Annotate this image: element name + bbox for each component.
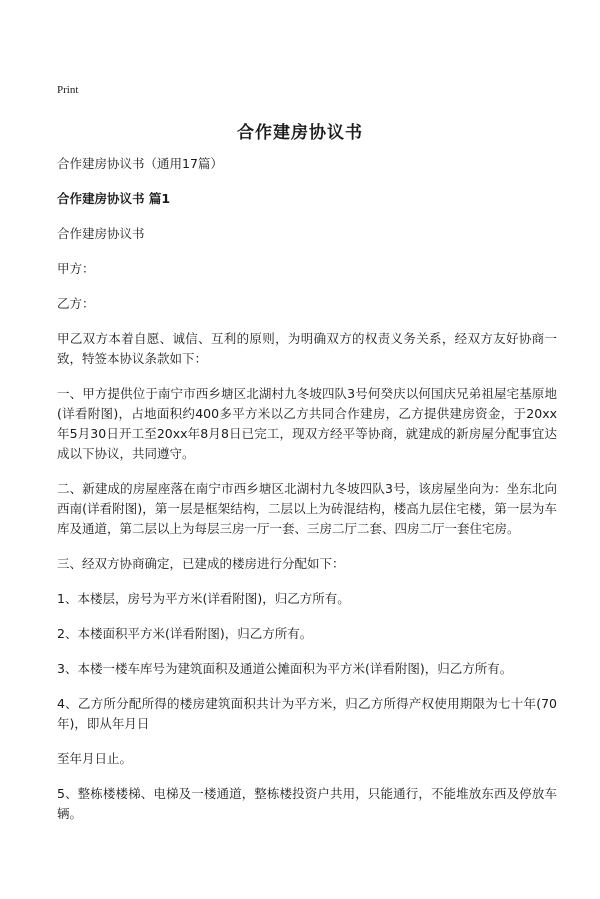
paragraph-item-1: 1、本楼层，房号为平方米(详看附图)，归乙方所有。 bbox=[57, 591, 350, 606]
paragraph-item-5: 5、整栋楼楼梯、电梯及一楼通道，整栋楼投资户共用，只能通行，不能堆放东西及停放车辆。 bbox=[57, 786, 557, 821]
paragraph-clause-3: 三、经双方协商确定，已建成的楼房进行分配如下： bbox=[57, 556, 345, 571]
paragraph-item-4-end: 至年月日止。 bbox=[57, 751, 133, 766]
document-body bbox=[57, 154, 557, 839]
paragraph-agreement-name: 合作建房协议书 bbox=[57, 226, 145, 241]
paragraph-item-4: 4、乙方所分配所得的楼房建筑面积共计为平方米，归乙方所得产权使用期限为七十年(70年)，即从年月日 bbox=[57, 696, 557, 731]
paragraph-party-b: 乙方： bbox=[57, 296, 95, 311]
document-title: 合作建房协议书 bbox=[237, 123, 363, 143]
paragraph-party-a: 甲方： bbox=[57, 261, 95, 276]
print-label: Print bbox=[57, 84, 79, 96]
paragraph-clause-2: 二、新建成的房屋座落在南宁市西乡塘区北湖村九冬坡四队3号，该房屋坐向为：坐东北向西南(详看附图)，第一层是框架结构，二层以上为砖混结构，楼高九层住宅楼，第一层为车库及通道，第二层以上为每层三房一厅一套、三房二厅二套、四房二厅一套住宅房。 bbox=[57, 481, 557, 536]
paragraph-item-2: 2、本楼面积平方米(详看附图)，归乙方所有。 bbox=[57, 626, 313, 641]
paragraph-preamble: 甲乙双方本着自愿、诚信、互利的原则，为明确双方的权责义务关系，经双方友好协商一致，特签本协议条款如下： bbox=[57, 331, 557, 366]
paragraph-item-3: 3、本楼一楼车库号为建筑面积及通道公摊面积为平方米(详看附图)，归乙方所有。 bbox=[57, 661, 513, 676]
document-subtitle: 合作建房协议书（通用17篇） bbox=[57, 156, 223, 171]
paragraph-clause-1: 一、甲方提供位于南宁市西乡塘区北湖村九冬坡四队3号何癸庆以何国庆兄弟祖屋宅基原地(详看附图)，占地面积约400多平方米以乙方共同合作建房，乙方提供建房资金，于20xx年5月30日开工至20xx年8月8日已完工，现双方经平等协商，就建成的新房屋分配事宜达成以下协议，共同遵守。 bbox=[57, 386, 557, 461]
section-heading: 合作建房协议书 篇1 bbox=[57, 191, 171, 206]
